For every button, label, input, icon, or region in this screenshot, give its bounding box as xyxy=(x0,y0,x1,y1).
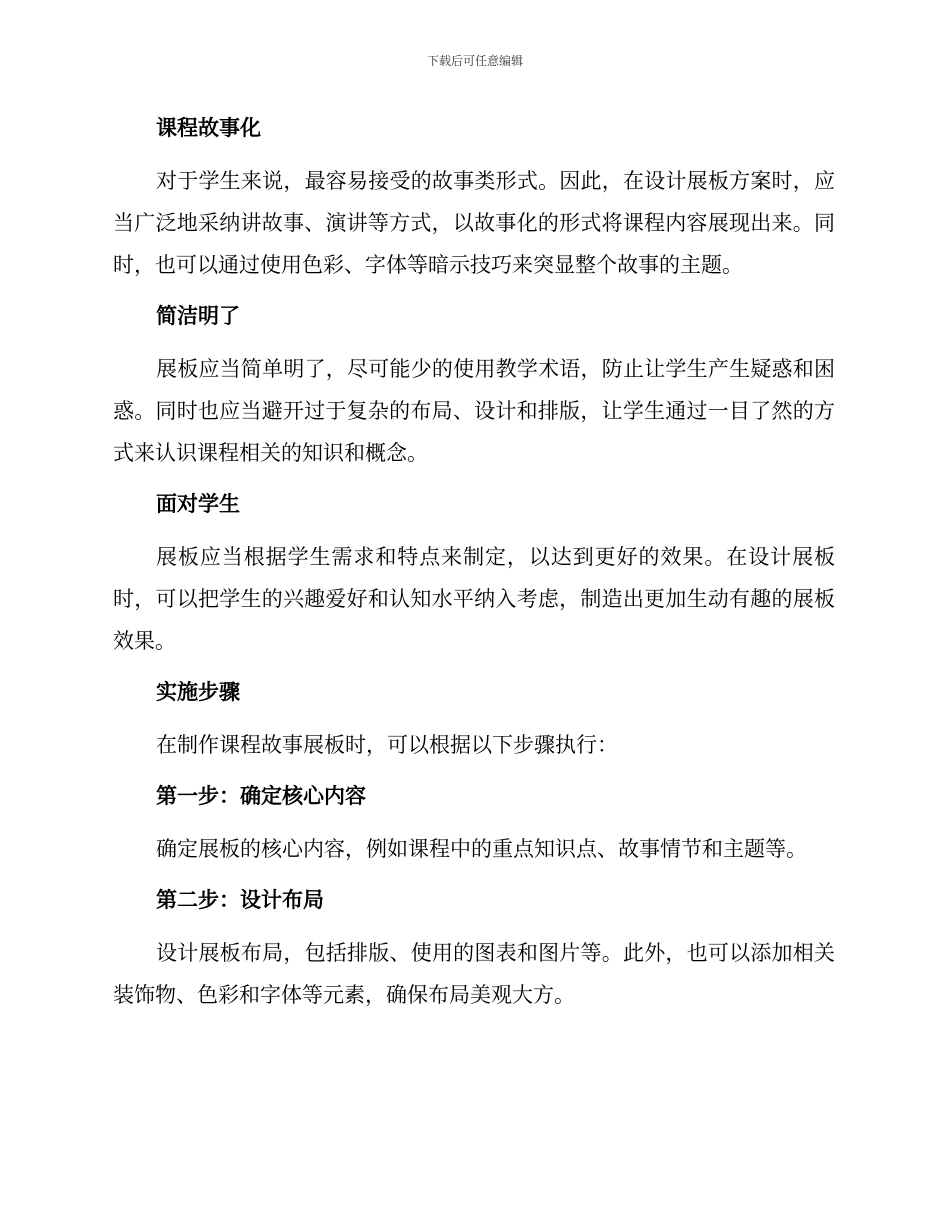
document-body xyxy=(113,108,835,1016)
section-heading-course-storytelling: 课程故事化 xyxy=(156,115,261,140)
section-heading-step-one: 第一步：确定核心内容 xyxy=(156,783,366,808)
section-paragraph-step-one: 确定展板的核心内容，例如课程中的重点知识点、故事情节和主题等。 xyxy=(156,837,807,861)
section-paragraph-course-storytelling: 对于学生来说，最容易接受的故事类形式。因此，在设计展板方案时，应当广泛地采纳讲故事、演讲等方式，以故事化的形式将课程内容展现出来。同时，也可以通过使用色彩、字体等暗示技巧来突显整个故事的主题。 xyxy=(113,169,835,277)
section-heading-step-two: 第二步：设计布局 xyxy=(156,887,324,912)
page-header: 下载后可任意编辑 xyxy=(426,54,523,68)
section-heading-concise-clear: 简洁明了 xyxy=(156,303,240,328)
section-heading-implementation-steps: 实施步骤 xyxy=(156,679,240,704)
section-paragraph-concise-clear: 展板应当简单明了，尽可能少的使用教学术语，防止让学生产生疑惑和困惑。同时也应当避开过于复杂的布局、设计和排版，让学生通过一目了然的方式来认识课程相关的知识和概念。 xyxy=(113,357,835,465)
section-heading-student-oriented: 面对学生 xyxy=(156,491,240,516)
section-paragraph-implementation-steps: 在制作课程故事展板时，可以根据以下步骤执行： xyxy=(156,733,618,757)
section-paragraph-step-two: 设计展板布局，包括排版、使用的图表和图片等。此外，也可以添加相关装饰物、色彩和字体等元素，确保布局美观大方。 xyxy=(113,941,835,1007)
section-paragraph-student-oriented: 展板应当根据学生需求和特点来制定，以达到更好的效果。在设计展板时，可以把学生的兴趣爱好和认知水平纳入考虑，制造出更加生动有趣的展板效果。 xyxy=(113,545,835,653)
